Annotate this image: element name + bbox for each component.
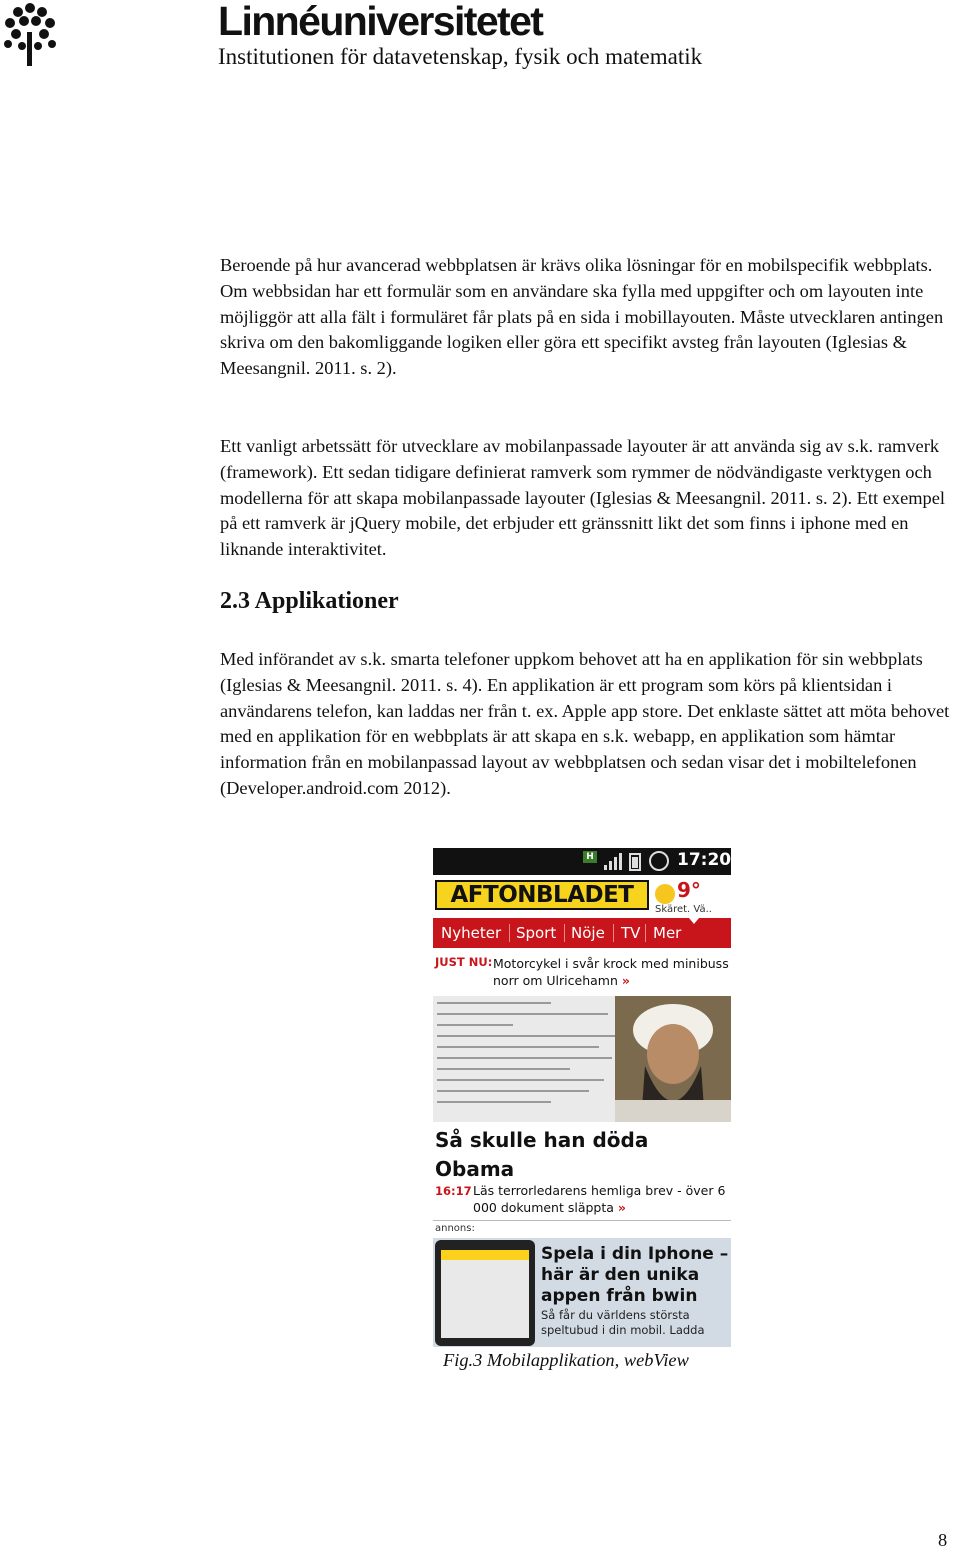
site-nav: [433, 918, 731, 948]
status-time: 17:20: [677, 850, 731, 870]
mobile-app-screenshot: [433, 848, 731, 1347]
breaking-news-link[interactable]: [493, 955, 729, 989]
signal-icon: [603, 852, 623, 870]
breaking-label: JUST NU:: [435, 955, 493, 969]
advertisement-banner[interactable]: [433, 1238, 731, 1347]
chevron-down-icon: [689, 918, 699, 948]
news-photo[interactable]: [433, 996, 731, 1122]
nav-item-tv[interactable]: TV: [621, 924, 641, 942]
battery-icon: [629, 853, 641, 871]
subnews-time: 16:17: [435, 1184, 472, 1198]
letterhead: [0, 0, 960, 80]
nav-item-noje[interactable]: Nöje: [571, 924, 605, 942]
page-number: 8: [938, 1530, 948, 1550]
ad-body: Så får du världens största speltubud i din mobil. Ladda: [541, 1308, 705, 1337]
paragraph-3: Med införandet av s.k. smarta telefoner uppkom behovet att ha en applikation för sin webbplats (Iglesias & Meesangnil. 2011. s. 4). En applikation är ett program som körs på klientsidan i användarens telefon, kan laddas ner från t. ex. Apple app store. Det enklaste sättet att möta behovet med en applikation för en webbplats är att skapa en s.k. webapp, en applikation som hämtar information från en mobilanpassad layout av webbplatsen och sedan visar det i mobiltelefonen (Developer.android.com 2012).: [220, 649, 950, 798]
status-bar: [433, 848, 731, 875]
ad-label: annons:: [435, 1223, 475, 1234]
alarm-clock-icon: [649, 851, 669, 871]
department-name: Institutionen för datavetenskap, fysik och matematik: [218, 44, 703, 69]
ad-headline: Spela i din Iphone – här är den unika appen från bwin: [541, 1244, 729, 1306]
more-arrow: »: [617, 1200, 626, 1215]
sun-icon: [655, 884, 675, 904]
paragraph-1: Beroende på hur avancerad webbplatsen är krävs olika lösningar för en mobilspecifik webbplats. Om webbsidan har ett formulär som en användare ska fylla med uppgifter och om layouten inte möjliggör att alla fält i formuläret får plats på en sida i mobillayouten. Måste utvecklaren antingen skriva om den bakomliggande logiken eller göra ett specifikt avsteg från layouten (Iglesias & Meesangnil. 2011. s. 2).: [220, 255, 944, 379]
subnews-link[interactable]: [473, 1182, 729, 1216]
network-indicator: H: [583, 851, 597, 863]
nav-item-mer[interactable]: Mer: [653, 924, 682, 942]
nav-item-sport[interactable]: Sport: [516, 924, 557, 942]
section-heading: 2.3 Applikationer: [220, 588, 399, 614]
nav-divider: [645, 924, 646, 942]
portrait-image: [615, 996, 731, 1122]
subnews-text: Läs terrorledarens hemliga brev - över 6 000 dokument släppta: [473, 1183, 726, 1215]
more-arrow: »: [621, 973, 630, 988]
figure-caption: Fig.3 Mobilapplikation, webView: [443, 1350, 689, 1370]
document-image: [437, 1002, 627, 1122]
university-name: Linnéuniversitetet: [218, 0, 543, 44]
nav-divider: [564, 924, 565, 942]
weather-temperature: 9°: [677, 878, 701, 902]
headline-link[interactable]: Så skulle han döda Obama: [435, 1128, 649, 1181]
paragraph-2: Ett vanligt arbetssätt för utvecklare av mobilanpassade layouter är att använda sig av s.k. ramverk (framework). Ett sedan tidigare definierat ramverk som rymmer de nödvändigaste verktygen och modellerna för att skapa mobilanpassade layouter (Iglesias & Meesangnil. 2011. s. 2). Ett exempel på ett ramverk är jQuery mobile, det erbjuder ett gränssnitt likt det som finns i iphone med en liknande interaktivitet.: [220, 436, 946, 560]
breaking-text: Motorcykel i svår krock med minibuss norr om Ulricehamn: [493, 956, 729, 988]
divider: [433, 1220, 731, 1221]
brand-logo: AFTONBLADET: [435, 880, 649, 910]
weather-place: Skäret. Vä..: [655, 904, 712, 915]
nav-item-nyheter[interactable]: Nyheter: [441, 924, 502, 942]
site-header: [433, 878, 731, 916]
tree-logo-icon: [2, 2, 58, 66]
phone-image: [435, 1240, 535, 1346]
nav-divider: [509, 924, 510, 942]
nav-divider: [613, 924, 614, 942]
